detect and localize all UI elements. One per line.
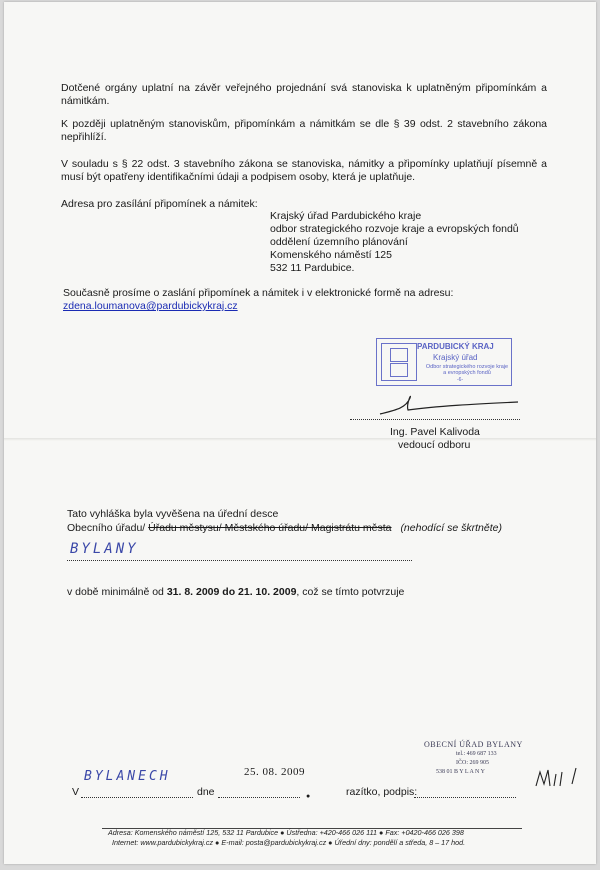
razitko-label: razítko, podpis: (346, 786, 418, 798)
office-stamp (376, 338, 512, 386)
stamp-line: IČO: 269 905 (456, 760, 489, 766)
address-line: Komenského náměstí 125 (270, 249, 392, 261)
date-line (218, 797, 300, 798)
stamp-line: Odbor strategického rozvoje kraje a evropských fondů (425, 364, 509, 376)
address-line: odbor strategického rozvoje kraje a evropských fondů (270, 223, 519, 235)
posting-line: Tato vyhláška byla vyvěšena na úřední desce (67, 508, 279, 520)
office-option: Obecního úřadu/ (67, 522, 146, 534)
email-request: Současně prosíme o zaslání připomínek a námitek i v elektronické formě na adresu: (63, 287, 454, 299)
handwritten-town: BYLANECH (84, 769, 171, 784)
coat-of-arms-icon (381, 343, 417, 381)
email-link[interactable]: zdena.loumanova@pardubickykraj.cz (63, 300, 238, 312)
municipal-stamp (424, 740, 544, 782)
period-dates: 31. 8. 2009 do 21. 10. 2009 (166, 586, 297, 598)
handwritten-initials (532, 764, 582, 792)
handwritten-place: BYLANY (70, 541, 139, 557)
footer-contact: Internet: www.pardubickykraj.cz ● E-mail: posta@pardubickykraj.cz ● Úřední dny: pondělí a středa, 8 – 17 hod. (112, 838, 466, 847)
bullet: ● (306, 793, 311, 800)
signature-line (350, 419, 520, 420)
signature-scribble (376, 384, 526, 420)
town-line (81, 797, 193, 798)
signer-title: vedoucí odboru (398, 439, 471, 451)
posting-office (67, 522, 502, 535)
stamp-line: PARDUBICKÝ KRAJ (417, 342, 494, 351)
document-page (4, 2, 596, 864)
dne-label: dne (197, 786, 215, 798)
office-note: (nehodící se škrtněte) (400, 522, 502, 534)
paragraph-late-comments: K později uplatněným stanoviskům, připomínkám a námitkám se dle § 39 odst. 2 stavebního zákona nepřihlíží. (61, 118, 547, 143)
stamp-line: tel.: 469 687 133 (456, 751, 497, 757)
posting-period (67, 586, 404, 599)
address-line: oddělení územního plánování (270, 236, 408, 248)
date-stamp: 25. 08. 2009 (244, 766, 305, 778)
address-line: Krajský úřad Pardubického kraje (270, 210, 422, 222)
paragraph-legal: V souladu s § 22 odst. 3 stavebního zákona se stanoviska, námitky a připomínky uplatňují písemně a musí být opatřeny identifikačními údaji a podpisem osoby, která je uplatňuje. (61, 158, 547, 183)
stamp-signature-line (414, 797, 516, 798)
period-suffix: , což se tímto potvrzuje (296, 586, 405, 598)
stamp-line: 538 01 B Y L A N Y (436, 769, 485, 775)
stamp-line: OBECNÍ ÚŘAD BYLANY (424, 740, 523, 749)
office-struck-options: Úřadu městysu/ Městského úřadu/ Magistrátu města (148, 522, 392, 534)
paragraph-comments: Dotčené orgány uplatní na závěr veřejného projednání svá stanoviska k uplatněným připomínkám a námitkám. (61, 82, 547, 107)
address-line: 532 11 Pardubice. (270, 262, 355, 274)
signer-name: Ing. Pavel Kalivoda (390, 426, 480, 438)
address-intro: Adresa pro zasílání připomínek a námitek: (61, 198, 258, 210)
stamp-line: Krajský úřad (433, 353, 478, 362)
footer-address: Adresa: Komenského náměstí 125, 532 11 Pardubice ● Ústředna: +420-466 026 111 ● Fax: +0420-466 026 398 (108, 828, 464, 837)
period-prefix: v době minimálně od (67, 586, 164, 598)
place-line (67, 560, 412, 561)
v-label: V (72, 786, 80, 798)
page-fold (4, 438, 596, 441)
stamp-line: -6- (457, 377, 464, 383)
